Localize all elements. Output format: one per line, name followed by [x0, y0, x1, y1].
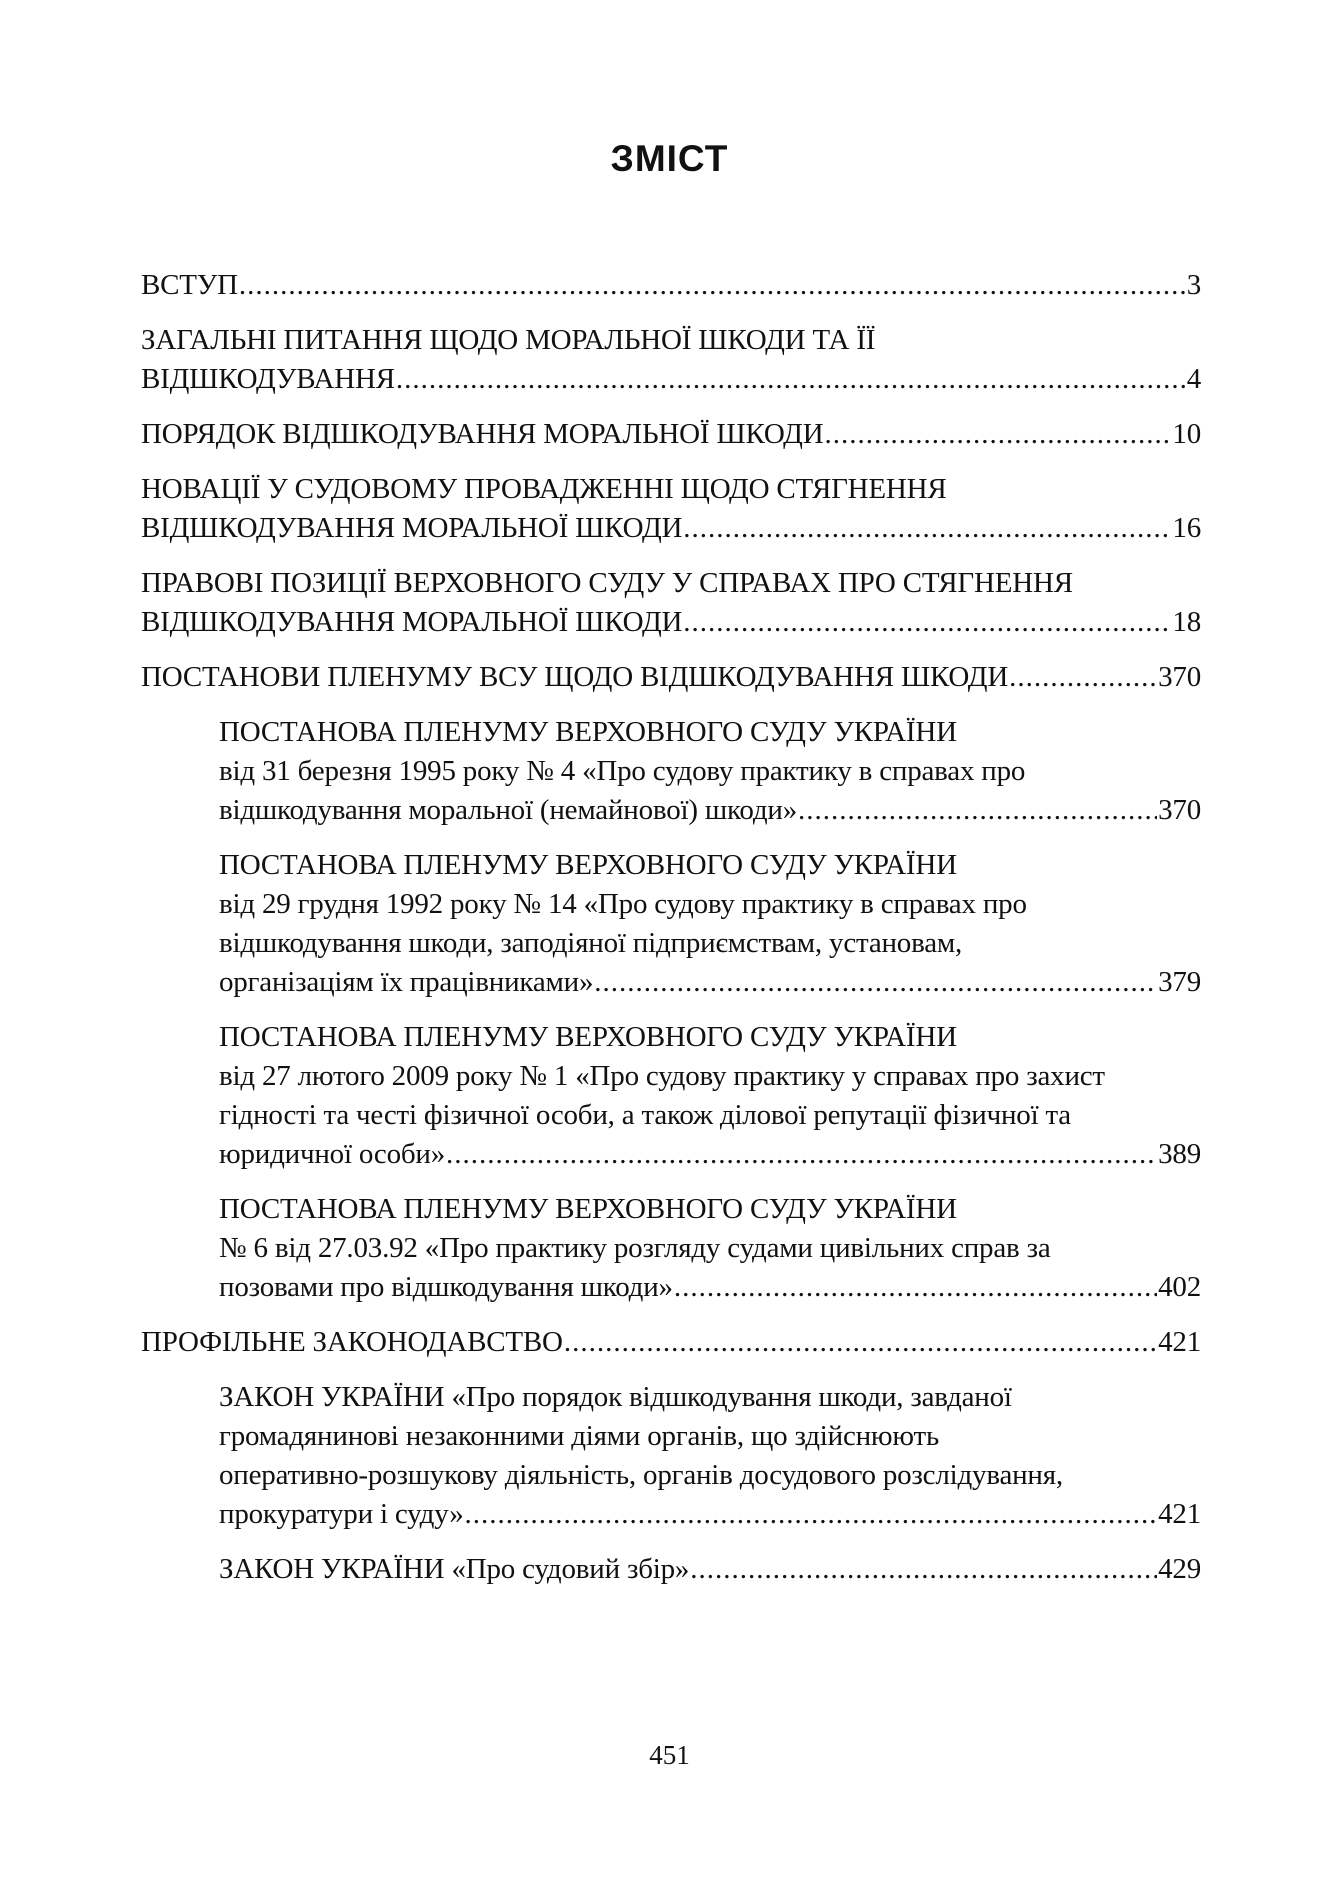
- toc-page-number: 429: [1158, 1553, 1201, 1585]
- toc-entry-text: ПОСТАНОВИ ПЛЕНУМУ ВСУ ЩОДО ВІДШКОДУВАННЯ ШКОДИ: [141, 661, 1009, 693]
- toc-entry-text: позовами про відшкодування шкоди»: [219, 1271, 673, 1303]
- toc-entry-text: прокуратури і суду»: [219, 1498, 464, 1530]
- toc-entry-last-line: [141, 509, 1201, 548]
- toc-entry-last-line: [219, 791, 1201, 830]
- dot-leader: [564, 1323, 1157, 1362]
- toc-entry[interactable]: [219, 713, 1201, 830]
- dot-leader: [239, 266, 1186, 305]
- toc-entry[interactable]: [141, 564, 1201, 642]
- toc-entry[interactable]: [141, 266, 1201, 305]
- toc-entry-line: ЗАКОН УКРАЇНИ «Про порядок відшкодування шкоди, завданої: [219, 1381, 1012, 1413]
- dot-leader: [690, 1550, 1157, 1589]
- toc-page-number: 389: [1158, 1138, 1201, 1170]
- toc-entry-line: громадянинові незаконними діями органів, що здійснюють: [219, 1420, 939, 1452]
- toc-entry-last-line: [141, 658, 1201, 697]
- toc-entry-last-line: [141, 1323, 1201, 1362]
- toc-entry-last-line: [219, 1135, 1201, 1174]
- toc-entry[interactable]: [141, 321, 1201, 399]
- toc-page-number: 421: [1158, 1326, 1201, 1358]
- dot-leader: [798, 791, 1157, 830]
- toc-entry[interactable]: [141, 415, 1201, 454]
- toc-entry-line: ПОСТАНОВА ПЛЕНУМУ ВЕРХОВНОГО СУДУ УКРАЇНИ: [219, 849, 957, 881]
- toc-entry-text: відшкодування моральної (немайнової) шкоди»: [219, 794, 798, 826]
- toc-entry[interactable]: [219, 1018, 1201, 1174]
- toc-entry[interactable]: [141, 658, 1201, 697]
- toc-entry-last-line: [141, 415, 1201, 454]
- toc-page-number: 18: [1172, 606, 1201, 638]
- toc-entry-line: оперативно-розшукову діяльність, органів досудового розслідування,: [219, 1459, 1063, 1491]
- toc-entry-line: від 29 грудня 1992 року № 14 «Про судову практику в справах про: [219, 888, 1027, 920]
- toc-entry[interactable]: [141, 1323, 1201, 1362]
- dot-leader: [396, 360, 1186, 399]
- toc-entry-text: організаціям їх працівниками»: [219, 966, 594, 998]
- page-title: ЗМІСТ: [610, 138, 729, 179]
- toc-page-number: 16: [1172, 512, 1201, 544]
- toc-page-number: 402: [1158, 1271, 1201, 1303]
- toc-entry-last-line: [219, 1495, 1201, 1534]
- toc-entry-line: від 27 лютого 2009 року № 1 «Про судову практику у справах про захист: [219, 1060, 1105, 1092]
- toc-entry-line: ЗАГАЛЬНІ ПИТАННЯ ЩОДО МОРАЛЬНОЇ ШКОДИ ТА ЇЇ: [141, 324, 876, 356]
- toc-entry-line: ПРАВОВІ ПОЗИЦІЇ ВЕРХОВНОГО СУДУ У СПРАВАХ ПРО СТЯГНЕННЯ: [141, 567, 1073, 599]
- dot-leader: [594, 963, 1157, 1002]
- toc-entry-text: юридичної особи»: [219, 1138, 446, 1170]
- toc-page-number: 379: [1158, 966, 1201, 998]
- toc-entry-text: ПОРЯДОК ВІДШКОДУВАННЯ МОРАЛЬНОЇ ШКОДИ: [141, 418, 824, 450]
- toc-entry[interactable]: [219, 1378, 1201, 1534]
- toc-entry-line: гідності та честі фізичної особи, а також ділової репутації фізичної та: [219, 1099, 1071, 1131]
- toc-entry-text: ВІДШКОДУВАННЯ МОРАЛЬНОЇ ШКОДИ: [141, 606, 683, 638]
- toc-entry-last-line: [219, 1550, 1201, 1589]
- toc-entry-text: ПРОФІЛЬНЕ ЗАКОНОДАВСТВО: [141, 1326, 563, 1358]
- table-of-contents: [141, 266, 1201, 1605]
- toc-entry[interactable]: [219, 1190, 1201, 1307]
- toc-entry-text: ВСТУП: [141, 269, 238, 301]
- toc-page-number: 4: [1186, 363, 1201, 395]
- toc-entry-line: відшкодування шкоди, заподіяної підприємствам, установам,: [219, 927, 963, 959]
- toc-page-number: 370: [1158, 661, 1201, 693]
- toc-entry-last-line: [141, 266, 1201, 305]
- dot-leader: [1009, 658, 1157, 697]
- page-number: 451: [649, 1740, 690, 1770]
- toc-entry-text: ВІДШКОДУВАННЯ: [141, 363, 395, 395]
- toc-entry-line: ПОСТАНОВА ПЛЕНУМУ ВЕРХОВНОГО СУДУ УКРАЇНИ: [219, 1021, 957, 1053]
- dot-leader: [825, 415, 1172, 454]
- dot-leader: [465, 1495, 1158, 1534]
- dot-leader: [674, 1268, 1157, 1307]
- toc-entry-line: ПОСТАНОВА ПЛЕНУМУ ВЕРХОВНОГО СУДУ УКРАЇНИ: [219, 716, 957, 748]
- toc-entry-line: № 6 від 27.03.92 «Про практику розгляду судами цивільних справ за: [219, 1232, 1051, 1264]
- toc-entry-line: від 31 березня 1995 року № 4 «Про судову практику в справах про: [219, 755, 1026, 787]
- toc-entry[interactable]: [219, 846, 1201, 1002]
- toc-entry-last-line: [219, 1268, 1201, 1307]
- toc-entry[interactable]: [141, 470, 1201, 548]
- toc-entry-last-line: [141, 360, 1201, 399]
- toc-entry[interactable]: [219, 1550, 1201, 1589]
- toc-entry-last-line: [219, 963, 1201, 1002]
- toc-entry-text: ЗАКОН УКРАЇНИ «Про судовий збір»: [219, 1553, 690, 1585]
- toc-page-number: 421: [1158, 1498, 1201, 1530]
- dot-leader: [683, 509, 1171, 548]
- toc-entry-last-line: [141, 603, 1201, 642]
- toc-page-number: 370: [1158, 794, 1201, 826]
- toc-entry-text: ВІДШКОДУВАННЯ МОРАЛЬНОЇ ШКОДИ: [141, 512, 683, 544]
- toc-entry-line: НОВАЦІЇ У СУДОВОМУ ПРОВАДЖЕННІ ЩОДО СТЯГНЕННЯ: [141, 473, 947, 505]
- toc-entry-line: ПОСТАНОВА ПЛЕНУМУ ВЕРХОВНОГО СУДУ УКРАЇНИ: [219, 1193, 957, 1225]
- dot-leader: [683, 603, 1171, 642]
- toc-page-number: 10: [1172, 418, 1201, 450]
- dot-leader: [446, 1135, 1157, 1174]
- toc-page-number: 3: [1186, 269, 1201, 301]
